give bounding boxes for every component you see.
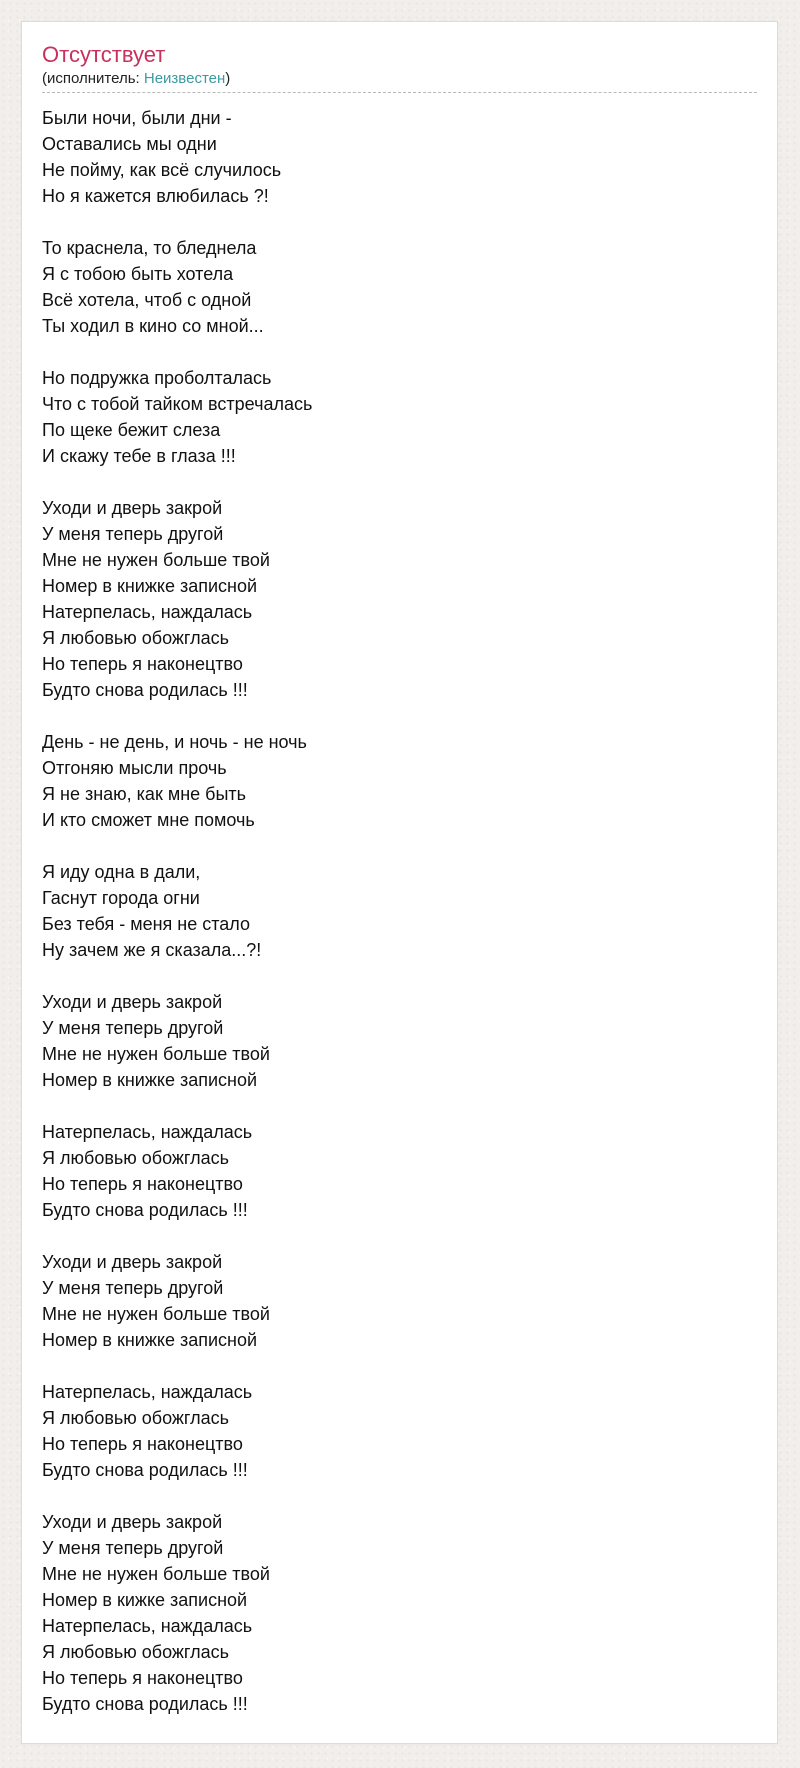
lyrics-line: Номер в кижке записной bbox=[42, 1590, 248, 1610]
lyrics-line: Уходи и дверь закрой bbox=[42, 992, 223, 1012]
lyrics-stanza bbox=[42, 365, 757, 469]
lyrics-line: Будто снова родилась !!! bbox=[42, 1460, 248, 1480]
lyrics-line: И кто сможет мне помочь bbox=[42, 810, 255, 830]
lyrics-line: Не пойму, как всё случилось bbox=[42, 160, 282, 180]
lyrics-line: Натерпелась, наждалась bbox=[42, 1122, 253, 1142]
lyrics-line: День - не день, и ночь - не ночь bbox=[42, 732, 307, 752]
lyrics-line: Всё хотела, чтоб с одной bbox=[42, 290, 252, 310]
lyrics-stanza bbox=[42, 729, 757, 833]
lyrics-line: Натерпелась, наждалась bbox=[42, 1382, 253, 1402]
song-header bbox=[42, 42, 757, 88]
lyrics-line: И скажу тебе в глаза !!! bbox=[42, 446, 236, 466]
lyrics-line: Мне не нужен больше твой bbox=[42, 1304, 270, 1324]
lyrics-line: Были ночи, были дни - bbox=[42, 108, 232, 128]
lyrics-line: Будто снова родилась !!! bbox=[42, 1694, 248, 1714]
lyrics-stanza bbox=[42, 1249, 757, 1353]
lyrics-line: Но теперь я наконецтво bbox=[42, 1668, 243, 1688]
lyrics-line: Натерпелась, наждалась bbox=[42, 1616, 253, 1636]
lyrics-line: По щеке бежит слеза bbox=[42, 420, 221, 440]
performer-line bbox=[42, 70, 757, 88]
lyrics-line: Оставались мы одни bbox=[42, 134, 217, 154]
lyrics-line: Но я кажется влюбилась ?! bbox=[42, 186, 269, 206]
lyrics-line: У меня теперь другой bbox=[42, 1018, 224, 1038]
lyrics-line: То краснела, то бледнела bbox=[42, 238, 257, 258]
song-title: Отсутствует bbox=[42, 42, 166, 67]
lyrics-line: Но подружка проболталась bbox=[42, 368, 272, 388]
performer-prefix: (исполнитель: bbox=[42, 70, 144, 87]
lyrics-line: У меня теперь другой bbox=[42, 1278, 224, 1298]
header-divider bbox=[42, 92, 757, 93]
lyrics-line: Я любовью обожглась bbox=[42, 1148, 229, 1168]
lyrics-line: Гаснут города огни bbox=[42, 888, 200, 908]
lyrics-line: Ну зачем же я сказала...?! bbox=[42, 940, 262, 960]
lyrics-line: Но теперь я наконецтво bbox=[42, 1174, 243, 1194]
lyrics-stanza bbox=[42, 1379, 757, 1483]
lyrics-line: Ты ходил в кино со мной... bbox=[42, 316, 264, 336]
lyrics-line: Я любовью обожглась bbox=[42, 1642, 229, 1662]
lyrics-line: Но теперь я наконецтво bbox=[42, 654, 243, 674]
lyrics-line: Уходи и дверь закрой bbox=[42, 498, 223, 518]
lyrics-line: Номер в книжке записной bbox=[42, 1070, 258, 1090]
lyrics-stanza bbox=[42, 495, 757, 703]
lyrics-line: Я не знаю, как мне быть bbox=[42, 784, 247, 804]
lyrics-line: Я любовью обожглась bbox=[42, 628, 229, 648]
lyrics-line: Уходи и дверь закрой bbox=[42, 1512, 223, 1532]
lyrics-text bbox=[42, 105, 757, 1743]
lyrics-line: Номер в книжке записной bbox=[42, 576, 258, 596]
lyrics-line: Будто снова родилась !!! bbox=[42, 1200, 248, 1220]
lyrics-line: Будто снова родилась !!! bbox=[42, 680, 248, 700]
lyrics-line: У меня теперь другой bbox=[42, 524, 224, 544]
lyrics-line: Мне не нужен больше твой bbox=[42, 1564, 270, 1584]
lyrics-stanza bbox=[42, 989, 757, 1093]
lyrics-line: У меня теперь другой bbox=[42, 1538, 224, 1558]
lyrics-stanza bbox=[42, 1119, 757, 1223]
lyrics-line: Отгоняю мысли прочь bbox=[42, 758, 227, 778]
lyrics-line: Натерпелась, наждалась bbox=[42, 602, 253, 622]
lyrics-line: Но теперь я наконецтво bbox=[42, 1434, 243, 1454]
lyrics-stanza bbox=[42, 105, 757, 209]
performer-link[interactable]: Неизвестен bbox=[143, 70, 226, 87]
lyrics-line: Уходи и дверь закрой bbox=[42, 1252, 223, 1272]
lyrics-stanza bbox=[42, 1509, 757, 1717]
lyrics-line: Что с тобой тайком встречалась bbox=[42, 394, 313, 414]
lyrics-line: Без тебя - меня не стало bbox=[42, 914, 250, 934]
lyrics-line: Номер в книжке записной bbox=[42, 1330, 258, 1350]
performer-suffix: ) bbox=[225, 70, 231, 87]
lyrics-line: Я с тобою быть хотела bbox=[42, 264, 234, 284]
lyrics-stanza bbox=[42, 235, 757, 339]
lyrics-line: Я любовью обожглась bbox=[42, 1408, 229, 1428]
lyrics-line: Мне не нужен больше твой bbox=[42, 550, 270, 570]
lyrics-line: Мне не нужен больше твой bbox=[42, 1044, 270, 1064]
lyrics-line: Я иду одна в дали, bbox=[42, 862, 201, 882]
lyrics-card bbox=[21, 21, 778, 1744]
lyrics-stanza bbox=[42, 859, 757, 963]
